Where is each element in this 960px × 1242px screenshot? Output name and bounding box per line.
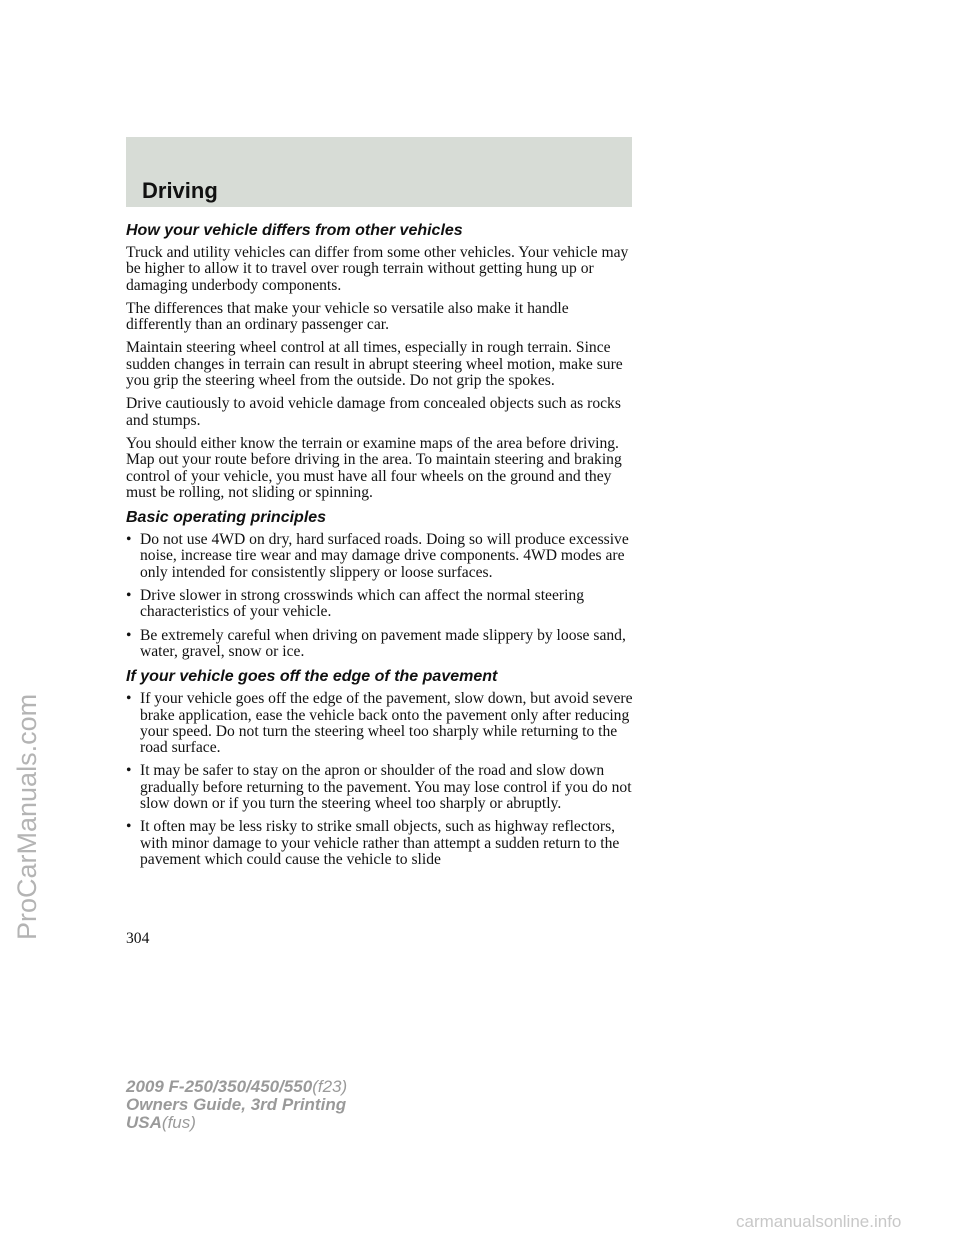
bullet-icon: • bbox=[126, 587, 132, 605]
paragraph: Maintain steering wheel control at all times, especially in rough terrain. Since sudden changes in terrain can result in abrupt steering wheel motion, make sure you grip the steering wheel from the outside. Do not grip the spokes. bbox=[126, 339, 623, 390]
list-item-text: It often may be less risky to strike small objects, such as highway reflectors, with minor damage to your vehicle rather than attempt a sudden return to the pavement which could cause the vehicle to slide bbox=[140, 818, 620, 868]
bullet-list bbox=[126, 691, 634, 868]
list-item bbox=[126, 628, 634, 661]
paragraph: Drive cautiously to avoid vehicle damage from concealed objects such as rocks and stumps. bbox=[126, 395, 621, 429]
footer-market-code: (fus) bbox=[161, 1113, 196, 1132]
footer-model-code: (f23) bbox=[312, 1077, 348, 1096]
bullet-icon: • bbox=[126, 531, 132, 549]
heading-off-pavement-edge: If your vehicle goes off the edge of the pavement bbox=[126, 668, 498, 686]
bullet-icon: • bbox=[126, 626, 132, 644]
bullet-icon: • bbox=[126, 818, 132, 836]
list-item bbox=[126, 819, 634, 868]
list-item-text: If your vehicle goes off the edge of the pavement, slow down, but avoid severe brake application, ease the vehicle back onto the pavement only after reducing your speed. Do not turn the steering wheel too sharply while returning to the road surface. bbox=[140, 690, 633, 757]
footer-line-model bbox=[126, 1078, 347, 1096]
document-footer bbox=[126, 1078, 347, 1132]
bullet-icon: • bbox=[126, 690, 132, 708]
list-item-text: It may be safer to stay on the apron or shoulder of the road and slow down gradually before returning to the pavement. You may lose control if you do not slow down or if you turn the steering wheel too sharply or abruptly. bbox=[140, 762, 632, 813]
list-item-text: Be extremely careful when driving on pavement made slippery by loose sand, water, gravel, snow or ice. bbox=[140, 626, 626, 660]
paragraph: The differences that make your vehicle so versatile also make it handle differently than an ordinary passenger car. bbox=[126, 299, 569, 334]
list-item bbox=[126, 588, 634, 621]
section-title: Driving bbox=[142, 178, 218, 203]
list-item-text: Do not use 4WD on dry, hard surfaced roads. Doing so will produce excessive noise, increase tire wear and may damage drive components. 4WD modes are only intended for consistently slippery or loose surfaces. bbox=[140, 531, 629, 581]
page-number: 304 bbox=[126, 930, 150, 947]
footer-line-market bbox=[126, 1114, 347, 1132]
list-item bbox=[126, 691, 634, 756]
bullet-list bbox=[126, 532, 634, 660]
heading-basic-operating-principles: Basic operating principles bbox=[126, 509, 327, 527]
side-watermark: ProCarManuals.com bbox=[12, 693, 42, 940]
list-item-text: Drive slower in strong crosswinds which can affect the normal steering characteristics of your vehicle. bbox=[140, 587, 585, 621]
paragraph: You should either know the terrain or examine maps of the area before driving. Map out your route before driving in the area. To maintain steering and braking control of your vehicle, you must have all four wheels on the ground and they must be rolling, not sliding or spinning. bbox=[126, 434, 622, 501]
site-watermark: carmanualsonline.info bbox=[736, 1212, 902, 1231]
paragraph: Truck and utility vehicles can differ from some other vehicles. Your vehicle may be higher to allow it to travel over rough terrain without getting hung up or damaging underbody components. bbox=[126, 244, 629, 294]
bullet-icon: • bbox=[126, 762, 132, 780]
heading-vehicle-differences: How your vehicle differs from other vehicles bbox=[126, 222, 463, 239]
footer-line-edition: Owners Guide, 3rd Printing bbox=[126, 1095, 347, 1114]
footer-model: 2009 F-250/350/450/550 bbox=[126, 1077, 313, 1096]
footer-market: USA bbox=[126, 1113, 162, 1132]
list-item bbox=[126, 532, 634, 581]
page-content bbox=[126, 221, 634, 875]
list-item bbox=[126, 763, 634, 812]
